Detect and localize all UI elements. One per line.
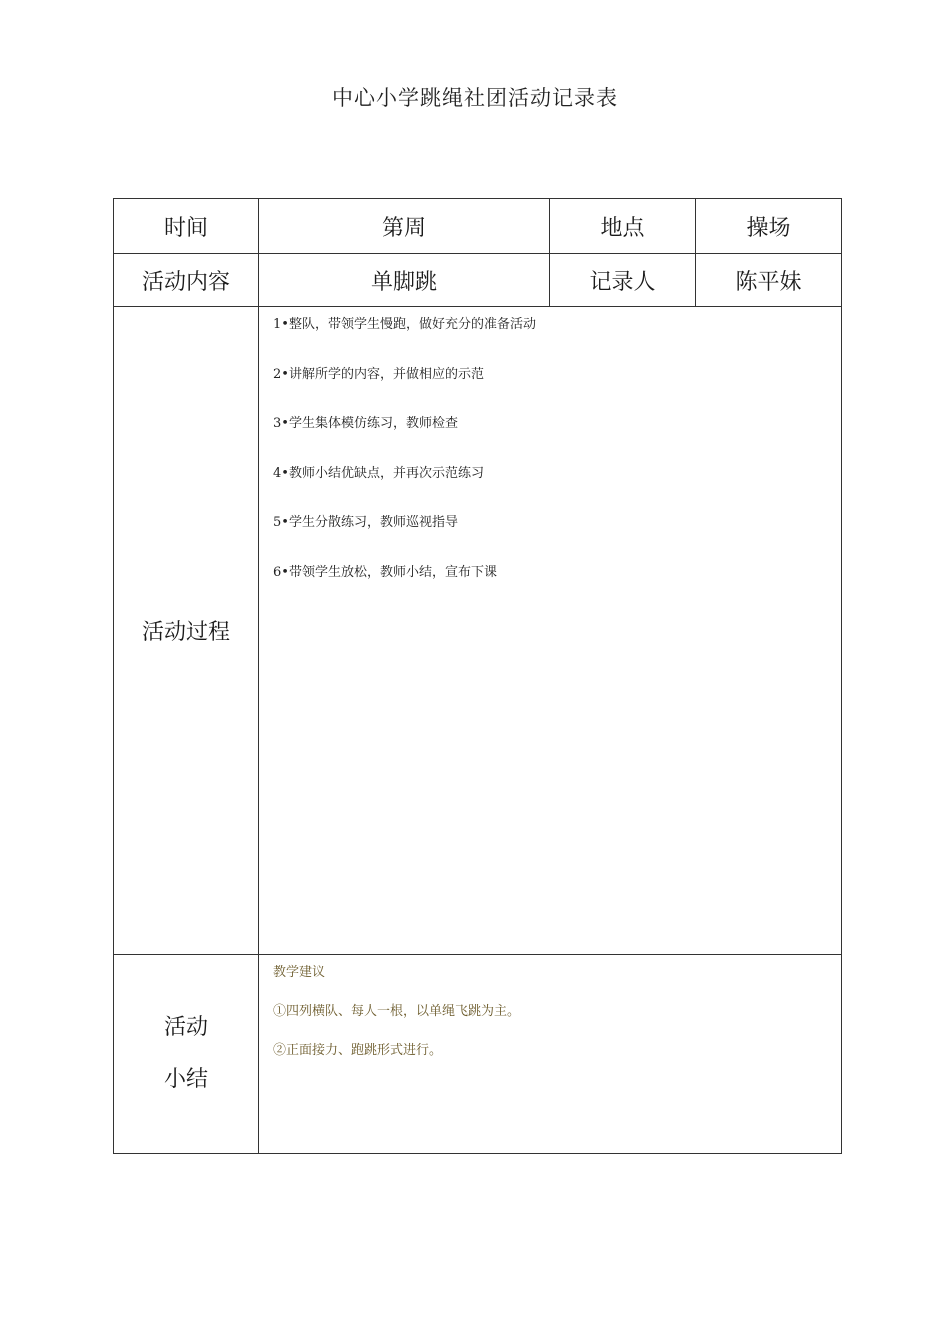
- summary-line: ②正面接力、跑跳形式进行。: [273, 1043, 443, 1058]
- time-value: 第周: [259, 199, 550, 254]
- time-label: 时间: [114, 199, 259, 254]
- page-title: 中心小学跳绳社团活动记录表: [332, 86, 618, 110]
- process-steps-list: [259, 307, 841, 614]
- table-row: [114, 955, 842, 1154]
- process-body: [259, 307, 842, 955]
- list-item: 1•整队，带领学生慢跑，做好充分的准备活动: [273, 317, 536, 332]
- list-item: 4•教师小结优缺点，并再次示范练习: [273, 465, 484, 481]
- summary-label-line1: 活动: [163, 1015, 208, 1040]
- summary-label-line2: 小结: [163, 1067, 208, 1092]
- list-item: 5•学生分散练习，教师巡视指导: [273, 515, 458, 530]
- summary-line: ①四列横队、每人一根，以单绳飞跳为主。: [273, 1004, 521, 1019]
- place-value: 操场: [696, 199, 842, 254]
- table-row: [114, 199, 842, 254]
- recorder-value: 陈平妹: [696, 254, 842, 307]
- table-row: [114, 307, 842, 955]
- summary-body: [259, 955, 842, 1154]
- summary-lines: [259, 955, 841, 1082]
- content-value: 单脚跳: [259, 254, 550, 307]
- table-row: [114, 254, 842, 307]
- list-item: 6•带领学生放松，教师小结，宣布下课: [273, 564, 497, 580]
- place-label: 地点: [550, 199, 696, 254]
- list-item: 3•学生集体模仿练习，教师检查: [273, 416, 458, 431]
- content-label: 活动内容: [114, 254, 259, 307]
- activity-record-table: [113, 198, 842, 1154]
- process-label: 活动过程: [114, 307, 259, 955]
- recorder-label: 记录人: [550, 254, 696, 307]
- summary-label: [114, 955, 259, 1154]
- list-item: 2•讲解所学的内容，并做相应的示范: [273, 366, 484, 382]
- summary-heading: 教学建议: [273, 965, 326, 980]
